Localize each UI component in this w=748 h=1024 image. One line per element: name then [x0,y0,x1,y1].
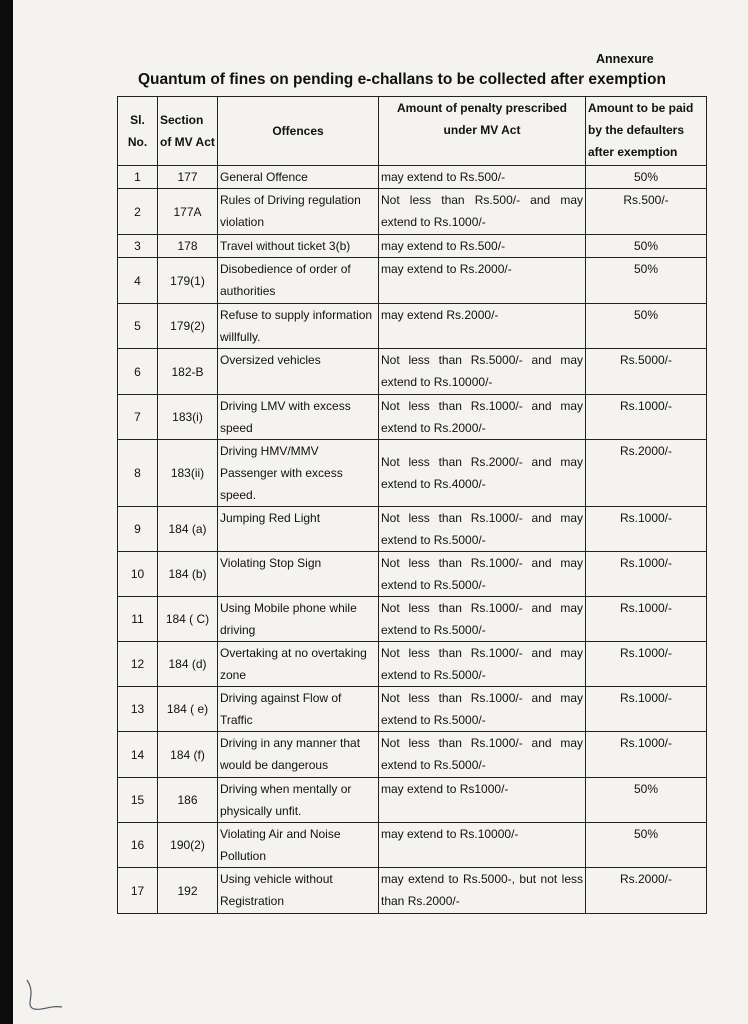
table-row [118,552,707,597]
header-paid: Amount to be paid by the defaulters after exemption [586,97,707,166]
sl-cell: 3 [118,235,158,258]
table-row [118,395,707,440]
table-row [118,349,707,395]
table-row [118,868,707,914]
section-cell: 186 [158,778,218,823]
table-row [118,687,707,732]
penalty-cell: Not less than Rs.1000/- and may extend to Rs.2000/- [379,395,586,440]
paid-cell: Rs.1000/- [586,687,707,732]
sl-cell: 6 [118,349,158,395]
offence-cell: Oversized vehicles [218,349,379,395]
paid-cell: Rs.2000/- [586,440,707,507]
sl-cell: 7 [118,395,158,440]
penalty-cell: may extend to Rs.500/- [379,166,586,189]
penalty-cell: Not less than Rs.1000/- and may extend to Rs.5000/- [379,507,586,552]
penalty-cell: may extend to Rs.500/- [379,235,586,258]
section-cell: 178 [158,235,218,258]
section-cell: 179(2) [158,304,218,349]
paid-cell: Rs.500/- [586,189,707,235]
penalty-cell: may extend to Rs.2000/- [379,258,586,304]
penalty-cell: Not less than Rs.500/- and may extend to Rs.1000/- [379,189,586,235]
penalty-cell: Not less than Rs.1000/- and may extend to Rs.5000/- [379,687,586,732]
penalty-cell: Not less than Rs.1000/- and may extend to Rs.5000/- [379,642,586,687]
sl-cell: 15 [118,778,158,823]
offence-cell: Refuse to supply information willfully. [218,304,379,349]
header-section: Section of MV Act [158,97,218,166]
table-header [118,97,707,166]
offence-cell: Violating Stop Sign [218,552,379,597]
offence-cell: General Offence [218,166,379,189]
penalty-cell: may extend to Rs1000/- [379,778,586,823]
sl-cell: 9 [118,507,158,552]
offence-cell: Driving HMV/MMV Passenger with excess speed. [218,440,379,507]
paid-cell: Rs.1000/- [586,395,707,440]
sl-cell: 4 [118,258,158,304]
section-cell: 183(ii) [158,440,218,507]
paid-cell: 50% [586,778,707,823]
paid-cell: Rs.2000/- [586,868,707,914]
offence-cell: Disobedience of order of authorities [218,258,379,304]
sl-cell: 1 [118,166,158,189]
penalty-cell: Not less than Rs.2000/- and may extend to Rs.4000/- [379,440,586,507]
paid-cell: Rs.1000/- [586,552,707,597]
section-cell: 190(2) [158,823,218,868]
signature [22,975,67,1015]
table-row [118,304,707,349]
paid-cell: 50% [586,235,707,258]
sl-cell: 10 [118,552,158,597]
offence-cell: Travel without ticket 3(b) [218,235,379,258]
sl-cell: 12 [118,642,158,687]
table-row [118,235,707,258]
penalty-cell: Not less than Rs.1000/- and may extend to Rs.5000/- [379,552,586,597]
paid-cell: 50% [586,258,707,304]
paid-cell: 50% [586,166,707,189]
section-cell: 183(i) [158,395,218,440]
table-row [118,189,707,235]
header-sl: Sl. No. [118,97,158,166]
offence-cell: Driving against Flow of Traffic [218,687,379,732]
sl-cell: 14 [118,732,158,778]
section-cell: 184 (b) [158,552,218,597]
paid-cell: 50% [586,304,707,349]
penalty-cell: may extend to Rs.5000-, but not less than Rs.2000/- [379,868,586,914]
table-row [118,642,707,687]
section-cell: 184 ( e) [158,687,218,732]
section-cell: 192 [158,868,218,914]
table-row [118,597,707,642]
section-cell: 184 (d) [158,642,218,687]
offence-cell: Using vehicle without Registration [218,868,379,914]
offence-cell: Driving when mentally or physically unfit. [218,778,379,823]
paid-cell: Rs.1000/- [586,507,707,552]
offence-cell: Rules of Driving regulation violation [218,189,379,235]
offence-cell: Driving in any manner that would be dangerous [218,732,379,778]
offence-cell: Violating Air and Noise Pollution [218,823,379,868]
table-row [118,732,707,778]
section-cell: 177A [158,189,218,235]
sl-cell: 8 [118,440,158,507]
table-row [118,166,707,189]
sl-cell: 13 [118,687,158,732]
scan-edge [0,0,13,1024]
offence-cell: Using Mobile phone while driving [218,597,379,642]
paid-cell: Rs.5000/- [586,349,707,395]
section-cell: 182-B [158,349,218,395]
sl-cell: 16 [118,823,158,868]
offence-cell: Driving LMV with excess speed [218,395,379,440]
fines-table [117,96,707,914]
section-cell: 177 [158,166,218,189]
paid-cell: 50% [586,823,707,868]
sl-cell: 5 [118,304,158,349]
penalty-cell: Not less than Rs.5000/- and may extend to Rs.10000/- [379,349,586,395]
paid-cell: Rs.1000/- [586,597,707,642]
penalty-cell: may extend Rs.2000/- [379,304,586,349]
table-row [118,507,707,552]
section-cell: 184 (f) [158,732,218,778]
table-row [118,440,707,507]
penalty-cell: may extend to Rs.10000/- [379,823,586,868]
section-cell: 184 (a) [158,507,218,552]
sl-cell: 11 [118,597,158,642]
penalty-cell: Not less than Rs.1000/- and may extend to Rs.5000/- [379,597,586,642]
page-title: Quantum of fines on pending e-challans to be collected after exemption [138,71,666,88]
header-offences: Offences [218,97,379,166]
penalty-cell: Not less than Rs.1000/- and may extend to Rs.5000/- [379,732,586,778]
annexure-label: Annexure [596,52,654,66]
section-cell: 179(1) [158,258,218,304]
paid-cell: Rs.1000/- [586,642,707,687]
sl-cell: 2 [118,189,158,235]
sl-cell: 17 [118,868,158,914]
table-row [118,778,707,823]
offence-cell: Overtaking at no overtaking zone [218,642,379,687]
section-cell: 184 ( C) [158,597,218,642]
table-row [118,258,707,304]
header-penalty: Amount of penalty prescribed under MV Act [379,97,586,166]
table-row [118,823,707,868]
offence-cell: Jumping Red Light [218,507,379,552]
paid-cell: Rs.1000/- [586,732,707,778]
